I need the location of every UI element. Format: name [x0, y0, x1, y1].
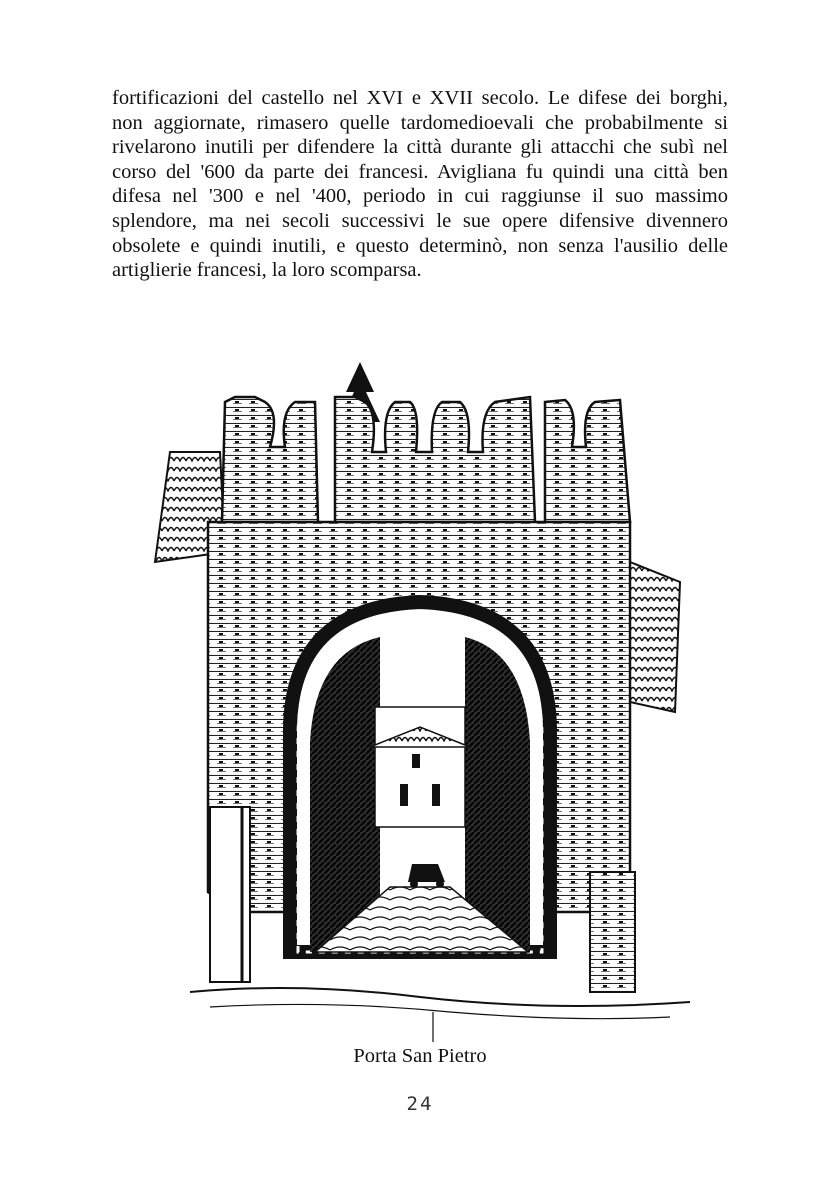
- right-tower-drawing: [545, 400, 630, 522]
- center-battlement-drawing: [335, 397, 535, 522]
- body-line: splendore, ma nei secoli successivi le sue opere difensive divennero: [112, 209, 728, 232]
- left-tower-drawing: [222, 397, 318, 522]
- gate-illustration: [150, 352, 710, 1042]
- body-line: fortificazioni del castello nel XVI e XVII secolo. Le difese dei borghi,: [112, 87, 728, 109]
- body-paragraph: [112, 86, 728, 283]
- right-roof-drawing: [630, 562, 680, 712]
- arch-opening-drawing: [290, 602, 550, 952]
- body-line: corso del '600 da parte dei francesi. Avigliana fu quindi una città ben: [112, 160, 728, 183]
- figure-caption: Porta San Pietro: [353, 1045, 487, 1067]
- page-number: 24: [406, 1093, 434, 1115]
- body-line: difesa nel '300 e nel '400, periodo in cui raggiunse il suo massimo: [112, 185, 728, 208]
- body-line: obsolete e quindi inutili, e questo determinò, non senza l'ausilio delle: [112, 234, 728, 257]
- right-column-drawing: [590, 872, 635, 992]
- ground-sketch-drawing: [190, 988, 690, 1042]
- body-line: non aggiornate, rimasero quelle tardomedioevali che probabilmente si: [112, 111, 728, 134]
- body-line: rivelarono inutili per difendere la città durante gli attacchi che subì nel: [112, 136, 728, 159]
- body-line: artiglierie francesi, la loro scomparsa.: [112, 259, 422, 282]
